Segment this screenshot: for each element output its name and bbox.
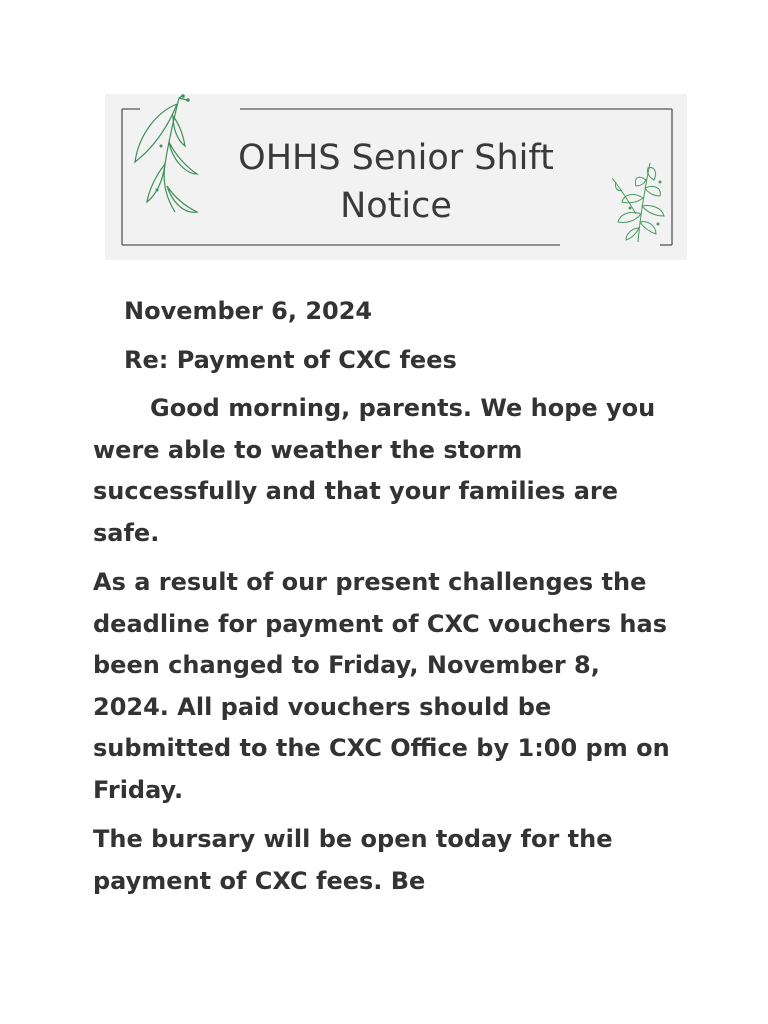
letter-paragraph-3: The bursary will be open today for the payment of CXC fees. Be <box>93 825 613 895</box>
notice-banner <box>105 94 687 260</box>
banner-title-line-1: OHHS Senior Shift <box>238 138 554 178</box>
letter-subject: Re: Payment of CXC fees <box>124 346 457 374</box>
banner-title <box>105 134 687 230</box>
letter-paragraph-1: Good morning, parents. We hope you were able to weather the storm successfully and that your families are safe. <box>93 394 656 547</box>
letter-paragraph-2: As a result of our present challenges the deadline for payment of CXC vouchers has been changed to Friday, November 8, 2024. All paid vouchers should be submitted to the CXC Office by 1:00 pm on Friday. <box>93 568 670 804</box>
banner-title-line-2: Notice <box>340 186 452 226</box>
letter-date: November 6, 2024 <box>124 297 373 325</box>
